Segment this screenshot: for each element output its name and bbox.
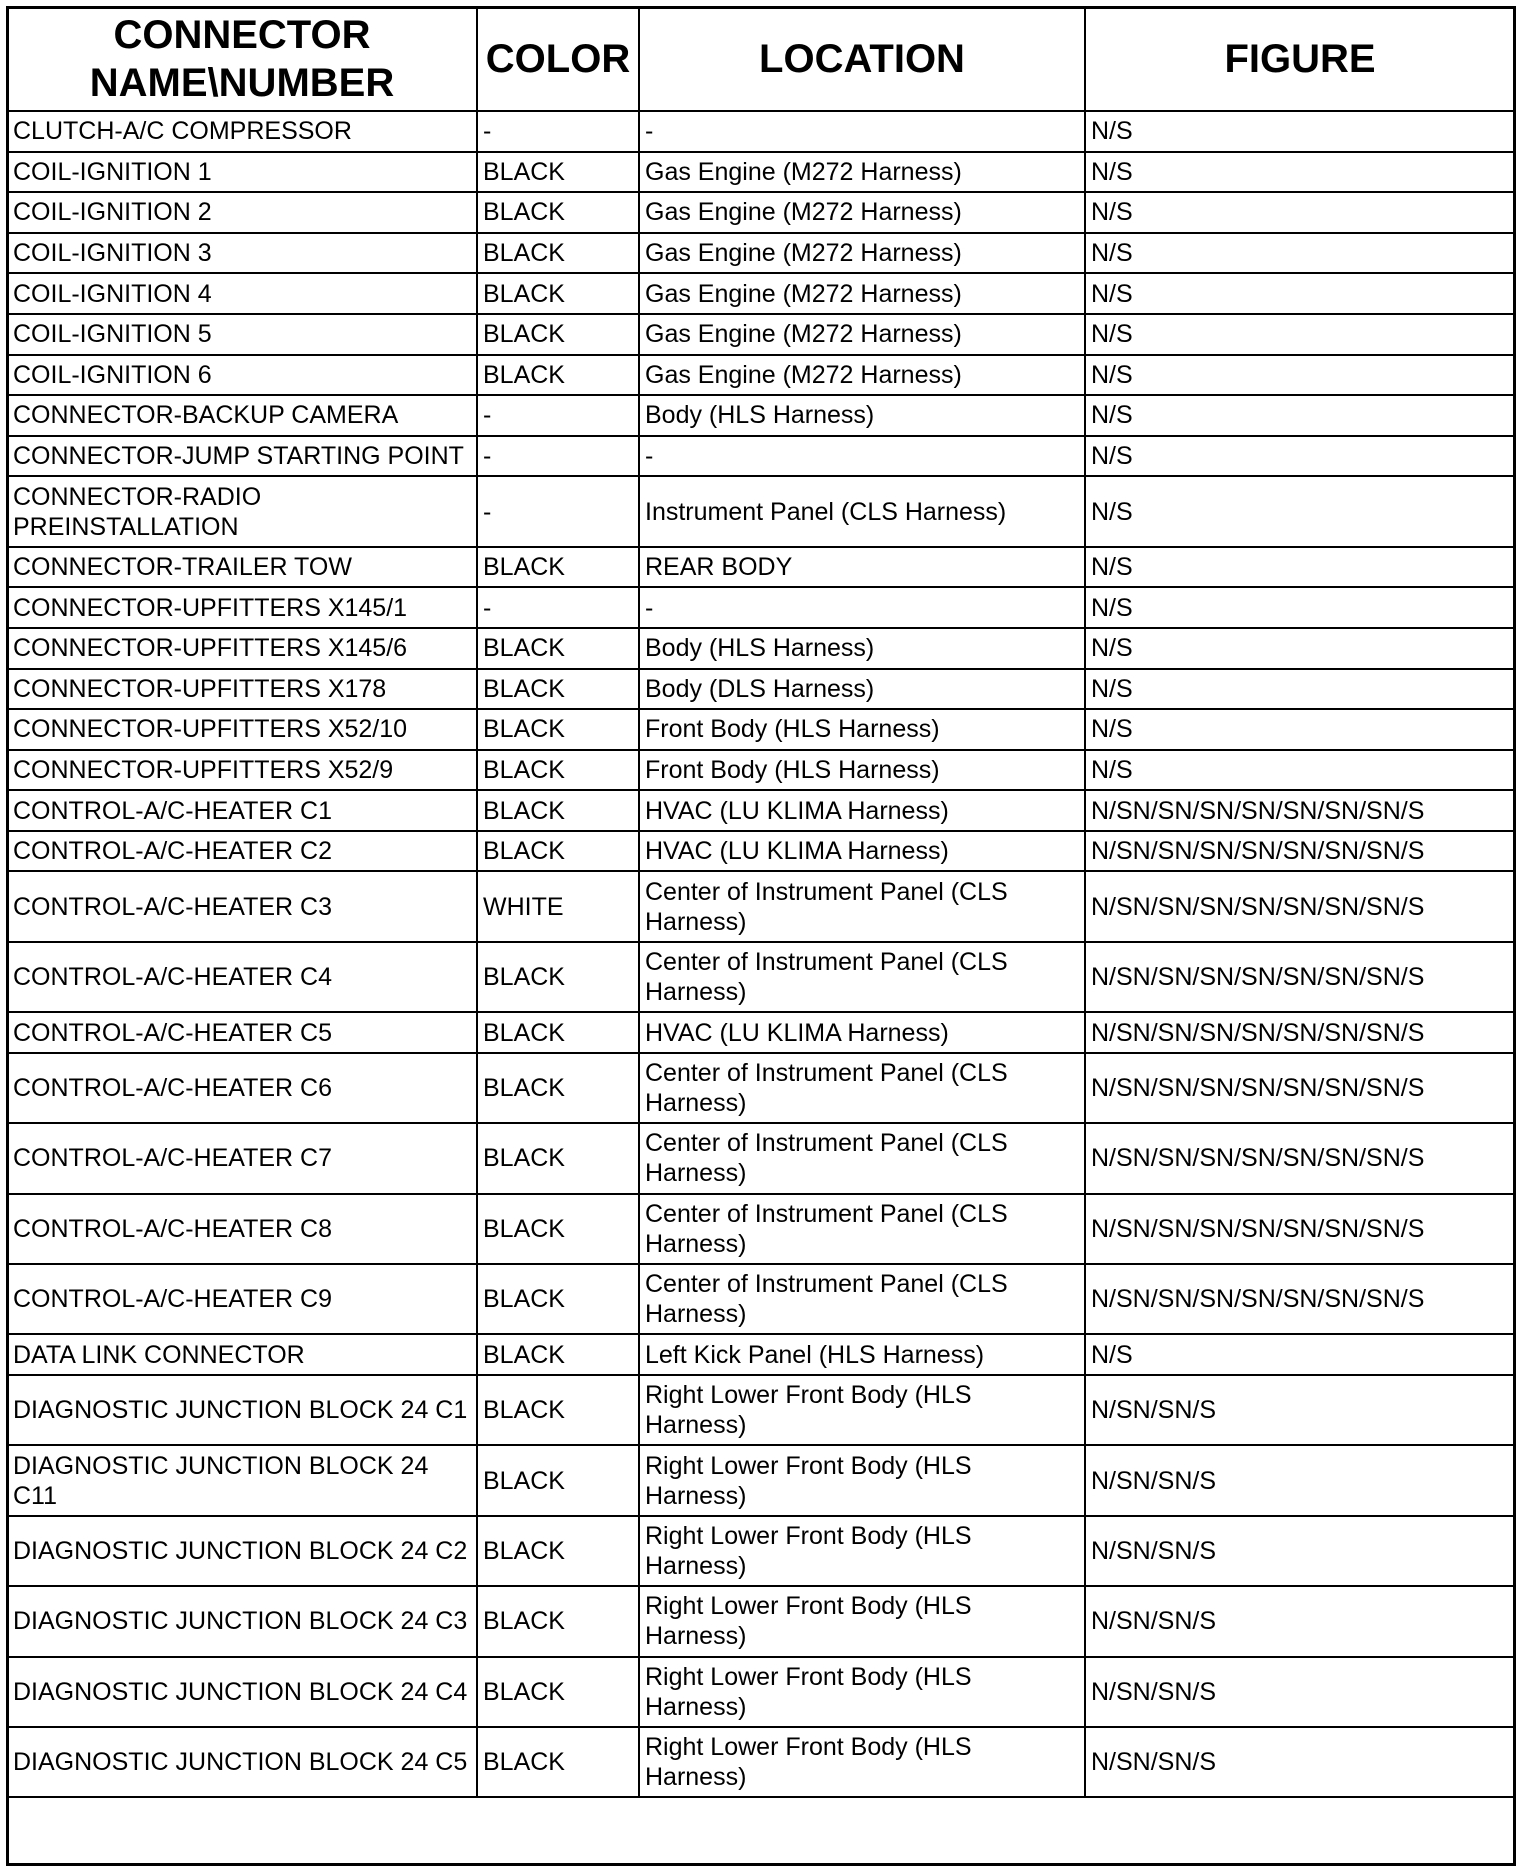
cell-connector-name: CONNECTOR-BACKUP CAMERA [7,395,477,436]
connector-table-sheet [6,6,1514,1798]
cell-figure: N/S [1085,314,1515,355]
cell-location: Gas Engine (M272 Harness) [639,355,1085,396]
cell-location: Right Lower Front Body (HLS Harness) [639,1727,1085,1797]
cell-color: BLACK [477,1657,639,1727]
cell-figure: N/S [1085,587,1515,628]
table-row [7,1053,1515,1123]
cell-location: - [639,587,1085,628]
cell-location: Right Lower Front Body (HLS Harness) [639,1516,1085,1586]
cell-color: BLACK [477,628,639,669]
cell-connector-name: CONTROL-A/C-HEATER C8 [7,1194,477,1264]
cell-color: BLACK [477,233,639,274]
table-row [7,1123,1515,1193]
table-row [7,1445,1515,1515]
table-row [7,314,1515,355]
cell-location: Instrument Panel (CLS Harness) [639,476,1085,546]
cell-figure: N/SN/SN/SN/SN/SN/SN/SN/S [1085,790,1515,831]
cell-connector-name: COIL-IGNITION 5 [7,314,477,355]
table-row [7,1657,1515,1727]
cell-figure: N/SN/SN/S [1085,1657,1515,1727]
cell-color: - [477,587,639,628]
table-row [7,709,1515,750]
cell-location: Right Lower Front Body (HLS Harness) [639,1375,1085,1445]
cell-color: BLACK [477,709,639,750]
cell-figure: N/SN/SN/SN/SN/SN/SN/SN/S [1085,871,1515,941]
table-row [7,1194,1515,1264]
cell-color: BLACK [477,152,639,193]
header-color: COLOR [477,7,639,111]
cell-connector-name: CONNECTOR-JUMP STARTING POINT [7,436,477,477]
cell-figure: N/S [1085,436,1515,477]
table-header-row [7,7,1515,111]
table-row [7,831,1515,872]
cell-figure: N/SN/SN/S [1085,1516,1515,1586]
cell-figure: N/SN/SN/S [1085,1445,1515,1515]
cell-location: - [639,436,1085,477]
cell-connector-name: CONNECTOR-RADIO PREINSTALLATION [7,476,477,546]
cell-location: Right Lower Front Body (HLS Harness) [639,1586,1085,1656]
cell-connector-name: DIAGNOSTIC JUNCTION BLOCK 24 C11 [7,1445,477,1515]
cell-location: Center of Instrument Panel (CLS Harness) [639,1264,1085,1334]
cell-location: Gas Engine (M272 Harness) [639,152,1085,193]
cell-figure: N/S [1085,192,1515,233]
cell-connector-name: DIAGNOSTIC JUNCTION BLOCK 24 C1 [7,1375,477,1445]
cell-connector-name: CONNECTOR-UPFITTERS X145/6 [7,628,477,669]
table-row [7,476,1515,546]
table-row [7,587,1515,628]
cell-figure: N/S [1085,152,1515,193]
cell-color: BLACK [477,1334,639,1375]
cell-color: BLACK [477,314,639,355]
cell-connector-name: COIL-IGNITION 2 [7,192,477,233]
cell-figure: N/SN/SN/SN/SN/SN/SN/SN/S [1085,942,1515,1012]
table-row [7,233,1515,274]
cell-location: Center of Instrument Panel (CLS Harness) [639,871,1085,941]
cell-location: Gas Engine (M272 Harness) [639,233,1085,274]
cell-figure: N/S [1085,476,1515,546]
cell-color: BLACK [477,1123,639,1193]
cell-connector-name: CONNECTOR-UPFITTERS X52/9 [7,750,477,791]
cell-figure: N/S [1085,355,1515,396]
cell-connector-name: DATA LINK CONNECTOR [7,1334,477,1375]
cell-figure: N/S [1085,547,1515,588]
table-row [7,750,1515,791]
cell-location: HVAC (LU KLIMA Harness) [639,1012,1085,1053]
cell-connector-name: COIL-IGNITION 6 [7,355,477,396]
cell-figure: N/SN/SN/S [1085,1375,1515,1445]
table-row [7,152,1515,193]
cell-connector-name: CONTROL-A/C-HEATER C2 [7,831,477,872]
cell-connector-name: CLUTCH-A/C COMPRESSOR [7,111,477,152]
cell-location: Center of Instrument Panel (CLS Harness) [639,1053,1085,1123]
cell-location: Left Kick Panel (HLS Harness) [639,1334,1085,1375]
cell-color: BLACK [477,1264,639,1334]
cell-connector-name: CONTROL-A/C-HEATER C6 [7,1053,477,1123]
cell-location: Gas Engine (M272 Harness) [639,273,1085,314]
cell-color: BLACK [477,1445,639,1515]
cell-figure: N/S [1085,669,1515,710]
table-row [7,1334,1515,1375]
cell-location: Gas Engine (M272 Harness) [639,314,1085,355]
cell-figure: N/SN/SN/SN/SN/SN/SN/SN/S [1085,1123,1515,1193]
cell-color: BLACK [477,547,639,588]
cell-connector-name: COIL-IGNITION 4 [7,273,477,314]
cell-figure: N/S [1085,395,1515,436]
cell-connector-name: DIAGNOSTIC JUNCTION BLOCK 24 C5 [7,1727,477,1797]
cell-color: BLACK [477,790,639,831]
cell-color: BLACK [477,192,639,233]
table-row [7,871,1515,941]
table-row [7,1375,1515,1445]
cell-location: Center of Instrument Panel (CLS Harness) [639,1194,1085,1264]
table-row [7,942,1515,1012]
table-row [7,628,1515,669]
table-row [7,790,1515,831]
cell-connector-name: CONTROL-A/C-HEATER C9 [7,1264,477,1334]
cell-connector-name: CONTROL-A/C-HEATER C7 [7,1123,477,1193]
cell-figure: N/SN/SN/S [1085,1586,1515,1656]
cell-color: BLACK [477,355,639,396]
cell-location: Gas Engine (M272 Harness) [639,192,1085,233]
header-connector-name: CONNECTOR NAME\NUMBER [7,7,477,111]
cell-connector-name: CONTROL-A/C-HEATER C1 [7,790,477,831]
cell-location: Center of Instrument Panel (CLS Harness) [639,1123,1085,1193]
cell-color: BLACK [477,273,639,314]
cell-color: BLACK [477,750,639,791]
table-row [7,1727,1515,1797]
cell-color: - [477,436,639,477]
cell-color: BLACK [477,1727,639,1797]
cell-connector-name: CONTROL-A/C-HEATER C5 [7,1012,477,1053]
cell-figure: N/S [1085,628,1515,669]
cell-connector-name: CONNECTOR-UPFITTERS X52/10 [7,709,477,750]
cell-figure: N/SN/SN/SN/SN/SN/SN/SN/S [1085,1264,1515,1334]
cell-connector-name: CONNECTOR-UPFITTERS X178 [7,669,477,710]
cell-color: BLACK [477,1012,639,1053]
cell-figure: N/SN/SN/SN/SN/SN/SN/SN/S [1085,1012,1515,1053]
table-row [7,111,1515,152]
cell-color: - [477,111,639,152]
table-row [7,1586,1515,1656]
cell-connector-name: DIAGNOSTIC JUNCTION BLOCK 24 C3 [7,1586,477,1656]
cell-location: Front Body (HLS Harness) [639,709,1085,750]
table-row [7,395,1515,436]
cell-location: - [639,111,1085,152]
cell-location: Body (HLS Harness) [639,628,1085,669]
cell-connector-name: CONNECTOR-UPFITTERS X145/1 [7,587,477,628]
cell-connector-name: COIL-IGNITION 1 [7,152,477,193]
table-row [7,1264,1515,1334]
cell-figure: N/S [1085,709,1515,750]
cell-color: BLACK [477,1516,639,1586]
cell-figure: N/SN/SN/SN/SN/SN/SN/SN/S [1085,1194,1515,1264]
table-row [7,1516,1515,1586]
table-row [7,669,1515,710]
table-row [7,273,1515,314]
cell-connector-name: DIAGNOSTIC JUNCTION BLOCK 24 C4 [7,1657,477,1727]
cell-figure: N/SN/SN/S [1085,1727,1515,1797]
cell-color: BLACK [477,1375,639,1445]
cell-figure: N/SN/SN/SN/SN/SN/SN/SN/S [1085,1053,1515,1123]
cell-connector-name: CONNECTOR-TRAILER TOW [7,547,477,588]
header-location: LOCATION [639,7,1085,111]
cell-location: Body (HLS Harness) [639,395,1085,436]
cell-color: BLACK [477,669,639,710]
header-figure: FIGURE [1085,7,1515,111]
table-row [7,547,1515,588]
cell-color: - [477,476,639,546]
table-row [7,1012,1515,1053]
cell-figure: N/S [1085,111,1515,152]
cell-color: - [477,395,639,436]
cell-connector-name: CONTROL-A/C-HEATER C3 [7,871,477,941]
cell-location: Body (DLS Harness) [639,669,1085,710]
cell-connector-name: DIAGNOSTIC JUNCTION BLOCK 24 C2 [7,1516,477,1586]
cell-connector-name: COIL-IGNITION 3 [7,233,477,274]
cell-location: Right Lower Front Body (HLS Harness) [639,1657,1085,1727]
cell-location: Center of Instrument Panel (CLS Harness) [639,942,1085,1012]
cell-figure: N/S [1085,750,1515,791]
cell-location: HVAC (LU KLIMA Harness) [639,831,1085,872]
cell-figure: N/S [1085,273,1515,314]
cell-location: REAR BODY [639,547,1085,588]
cell-location: HVAC (LU KLIMA Harness) [639,790,1085,831]
connector-table [6,6,1516,1798]
cell-color: BLACK [477,1053,639,1123]
cell-color: BLACK [477,831,639,872]
table-row [7,192,1515,233]
cell-color: BLACK [477,1586,639,1656]
cell-connector-name: CONTROL-A/C-HEATER C4 [7,942,477,1012]
cell-location: Front Body (HLS Harness) [639,750,1085,791]
cell-color: BLACK [477,1194,639,1264]
table-row [7,355,1515,396]
cell-location: Right Lower Front Body (HLS Harness) [639,1445,1085,1515]
cell-figure: N/S [1085,233,1515,274]
table-row [7,436,1515,477]
cell-color: WHITE [477,871,639,941]
cell-color: BLACK [477,942,639,1012]
cell-figure: N/S [1085,1334,1515,1375]
cell-figure: N/SN/SN/SN/SN/SN/SN/SN/S [1085,831,1515,872]
